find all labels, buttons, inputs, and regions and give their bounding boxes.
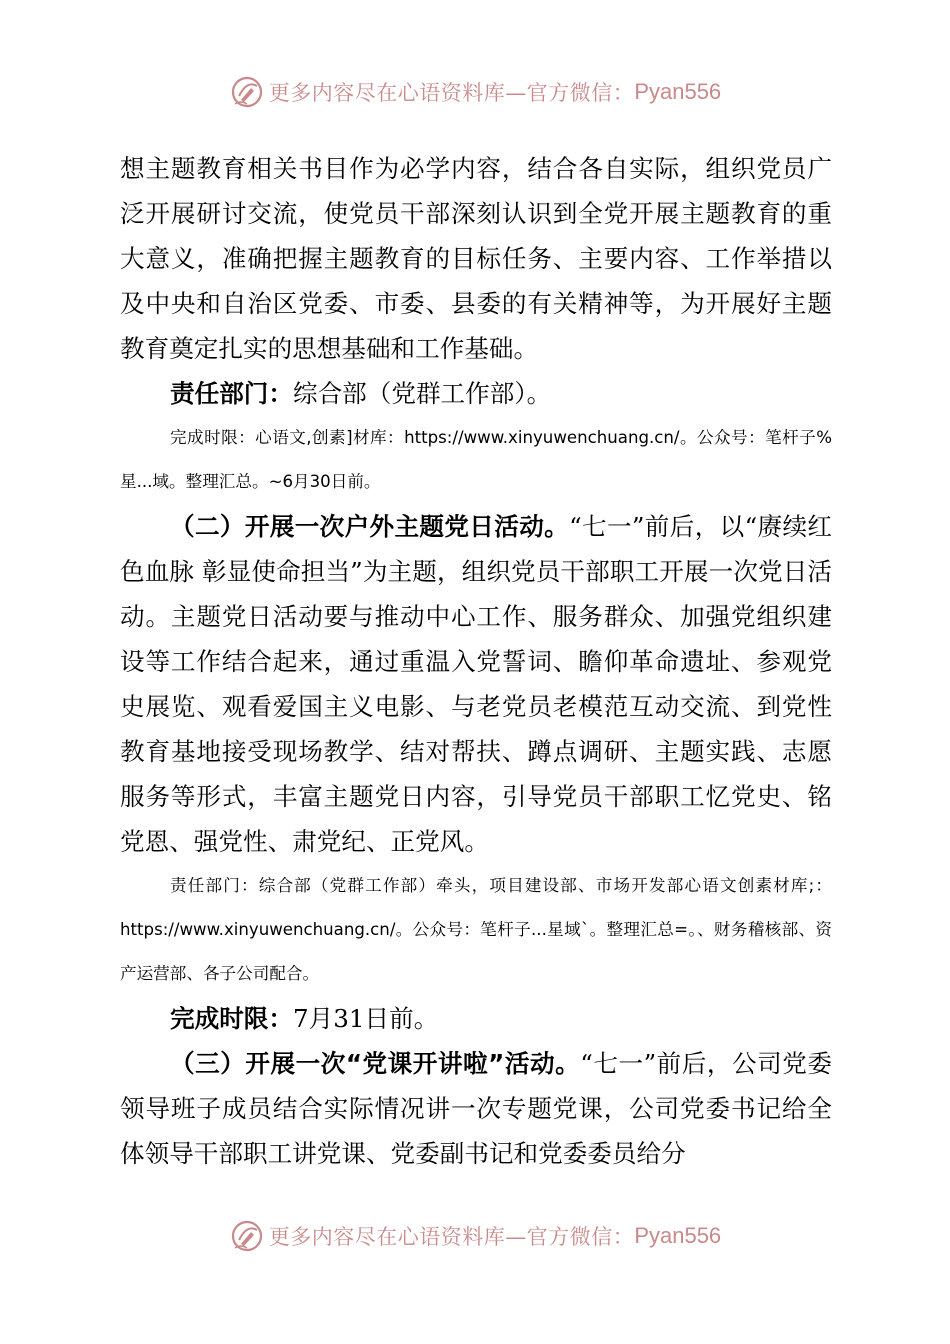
watermark-text: 更多内容尽在心语资料库—官方微信： <box>268 1225 635 1249</box>
watermark-wechat-id: Pyan556 <box>634 1223 722 1248</box>
responsibility-1-label: 责任部门： <box>170 379 293 408</box>
deadline-1: 完成时限：心语文,创素]材库：https://www.xinyuwenchuang.cn/。公众号：笔杆子%星...域。整理汇总。~6月30日前。 <box>120 428 832 491</box>
section-2 <box>120 504 832 864</box>
responsibility-2: 责任部门：综合部（党群工作部）牵头，项目建设部、市场开发部心语文创素材库;：https://www.xinyuwenchuang.cn/。公众号：笔杆子...星域`。整理汇总=。、财务稽核部、资产运营部、各子公司配合。 <box>120 876 832 983</box>
section-2-body: “七一”前后，以“赓续红色血脉 彰显使命担当”为主题，组织党员干部职工开展一次党日活动。主题党日活动要与推动中心工作、服务群众、加强党组织建设等工作结合起来，通过重温入党誓词、瞻仰革命遗址、参观党史展览、观看爱国主义电影、与老党员老模范互动交流、到党性教育基地接受现场教学、结对帮扶、蹲点调研、主题实践、志愿服务等形式，丰富主题党日内容，引导党员干部职工忆党史、铭党恩、强党性、肃党纪、正党风。 <box>120 512 832 856</box>
responsibility-1-value: 综合部（党群工作部）。 <box>292 379 552 408</box>
section-3-body: “七一”前后，公司党委领导班子成员结合实际情况讲一次专题党课，公司党委书记给全体领导干部职工讲党课、党委副书记和党委委员给分 <box>120 1049 832 1168</box>
deadline-2-value: 7月31日前。 <box>292 1004 439 1033</box>
section-3 <box>120 1041 832 1176</box>
watermark-footer <box>0 1216 950 1256</box>
section-3-title: （三）开展一次“党课开讲啦”活动。 <box>170 1049 581 1078</box>
deadline-2-label: 完成时限： <box>170 1004 293 1033</box>
watermark-logo-icon <box>229 1218 265 1254</box>
section-2-title: （二）开展一次户外主题党日活动。 <box>170 512 570 541</box>
responsibility-1 <box>120 371 832 416</box>
watermark-logo-icon <box>229 74 265 110</box>
paragraph-1: 想主题教育相关书目作为必学内容，结合各自实际，组织党员广泛开展研讨交流，使党员干部深刻认识到全党开展主题教育的重大意义，准确把握主题教育的目标任务、主要内容、工作举措以及中央和自治区党委、市委、县委的有关精神等，为开展好主题教育奠定扎实的思想基础和工作基础。 <box>120 154 832 363</box>
document-body <box>120 146 832 1176</box>
watermark-text: 更多内容尽在心语资料库—官方微信： <box>268 81 635 105</box>
watermark-wechat-id: Pyan556 <box>634 79 722 104</box>
deadline-2 <box>120 996 832 1041</box>
watermark-header <box>0 72 950 112</box>
